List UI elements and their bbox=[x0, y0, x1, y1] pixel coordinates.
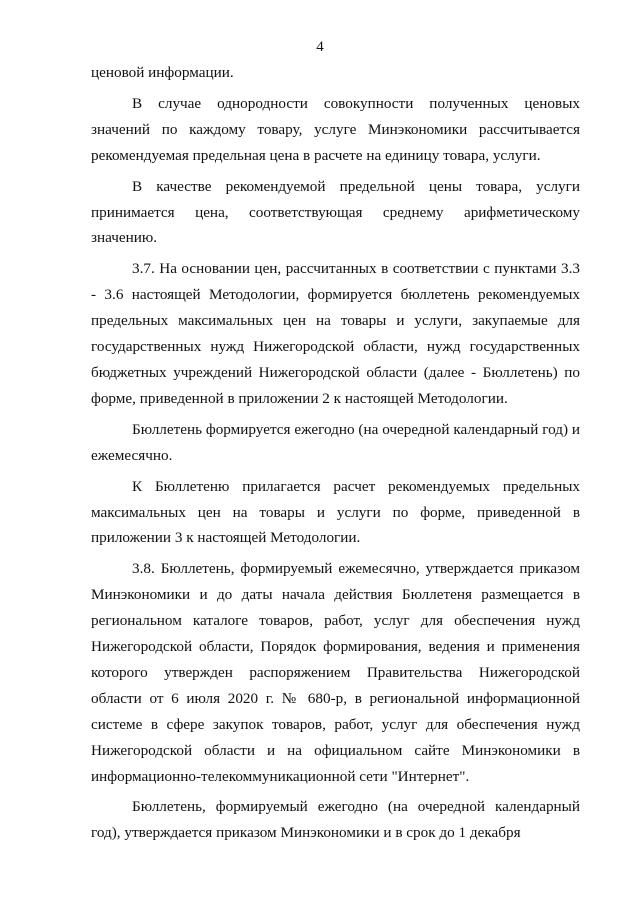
paragraph-annual-bulletin: Бюллетень, формируемый ежегодно (на очередной календарный год), утверждается приказом Минэкономики и в срок до 1 декабря bbox=[91, 798, 580, 842]
document-body bbox=[91, 60, 580, 850]
paragraph-bulletin-frequency: Бюллетень формируется ежегодно (на очередной календарный год) и ежемесячно. bbox=[91, 420, 580, 464]
paragraph-continuation: ценовой информации. bbox=[91, 64, 234, 81]
paragraph-clause-3-8: 3.8. Бюллетень, формируемый ежемесячно, утверждается приказом Минэкономики и до даты начала действия Бюллетеня размещается в региональном каталоге товаров, работ, услуг для обеспечения нужд Нижегородской области, Порядок формирования, ведения и применения которого утвержден распоряжением Правительства Нижегородской области от 6 июля 2020 г. № 680-р, в региональной информационной системе в сфере закупок товаров, работ, услуг для обеспечения нужд Нижегородской области и на официальном сайте Минэкономики в информационно-телекоммуникационной сети "Интернет". bbox=[91, 560, 580, 785]
paragraph-bulletin-attachment: К Бюллетеню прилагается расчет рекомендуемых предельных максимальных цен на товары и услуги по форме, приведенной в приложении 3 к настоящей Методологии. bbox=[91, 477, 580, 547]
paragraph-homogeneity-price: В случае однородности совокупности полученных ценовых значений по каждому товару, услуге Минэкономики рассчитывается рекомендуемая предельная цена в расчете на единицу товара, услуги. bbox=[91, 94, 580, 164]
paragraph-clause-3-7: 3.7. На основании цен, рассчитанных в соответствии с пунктами 3.3 - 3.6 настоящей Методологии, формируется бюллетень рекомендуемых предельных максимальных цен на товары и услуги, закупаемые для государственных нужд Нижегородской области, нужд государственных бюджетных учреждений Нижегородской области (далее - Бюллетень) по форме, приведенной в приложении 2 к настоящей Методологии. bbox=[91, 260, 580, 407]
paragraph-arithmetic-mean: В качестве рекомендуемой предельной цены товара, услуги принимается цена, соответствующая среднему арифметическому значению. bbox=[91, 177, 580, 247]
page-number: 4 bbox=[316, 39, 324, 55]
